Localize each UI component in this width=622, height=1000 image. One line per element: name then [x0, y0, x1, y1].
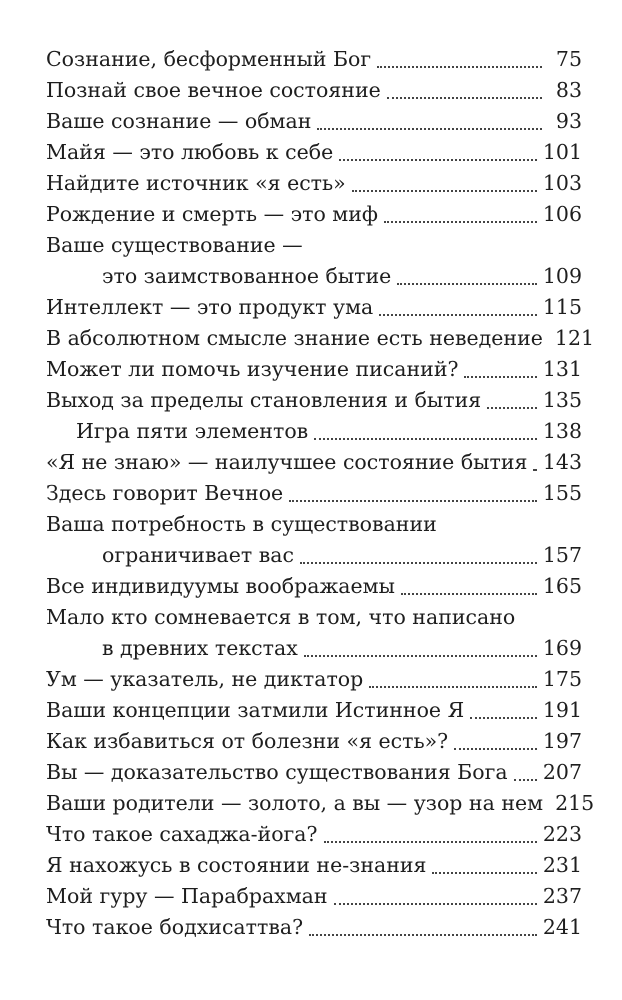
dot-leader: [470, 717, 537, 719]
dot-leader: [309, 934, 537, 936]
toc-entry-title: Вы — доказательство существования Бога: [46, 760, 508, 784]
toc-entry-page: 75: [555, 47, 582, 71]
toc-entry-page: 135: [542, 388, 582, 412]
toc-entry[interactable]: [46, 571, 582, 602]
toc-entry[interactable]: [46, 106, 582, 137]
dot-leader: [379, 314, 537, 316]
toc-entry-title: Ваша потребность в существовании: [46, 512, 437, 536]
toc-entry-page: 131: [542, 357, 582, 381]
dot-leader: [339, 159, 537, 161]
toc-entry-title: Познай свое вечное состояние: [46, 78, 381, 102]
dot-leader: [314, 438, 537, 440]
dot-leader: [397, 283, 537, 285]
toc-entry-first-line[interactable]: [46, 230, 582, 261]
toc-entry-page: 106: [542, 202, 582, 226]
toc-entry[interactable]: [46, 788, 595, 819]
toc-entry-page: 157: [542, 543, 582, 567]
toc-entry-page: 109: [542, 264, 582, 288]
toc-entry[interactable]: [46, 633, 582, 664]
toc-entry[interactable]: [46, 385, 582, 416]
toc-entry[interactable]: [46, 540, 582, 571]
toc-entry-page: 215: [555, 791, 595, 815]
toc-entry-title-continued: в древних текстах: [102, 636, 298, 660]
dot-leader: [401, 593, 537, 595]
toc-entry-page: 241: [542, 915, 582, 939]
toc-entry-page: 207: [542, 760, 582, 784]
toc-entry-page: 138: [542, 419, 582, 443]
toc-entry-title: Рождение и смерть — это миф: [46, 202, 378, 226]
toc-entry-title-continued: ограничивает вас: [102, 543, 294, 567]
toc-entry-title: Все индивидуумы воображаемы: [46, 574, 395, 598]
toc-entry-title: Как избавиться от болезни «я есть»?: [46, 729, 449, 753]
toc-entry-title: Я нахожусь в состоянии не-знания: [46, 853, 427, 877]
toc-entry-title: Игра пяти элементов: [76, 419, 309, 443]
dot-leader: [300, 562, 537, 564]
dot-leader: [289, 500, 537, 502]
toc-entry[interactable]: [46, 850, 582, 881]
toc-entry-page: 155: [542, 481, 582, 505]
toc-entry[interactable]: [46, 726, 582, 757]
toc-entry-page: 197: [542, 729, 582, 753]
toc-entry-first-line[interactable]: [46, 509, 582, 540]
toc-entry[interactable]: [46, 199, 582, 230]
table-of-contents: [46, 44, 595, 943]
dot-leader: [487, 407, 537, 409]
toc-entry[interactable]: [46, 75, 582, 106]
toc-entry-page: 115: [542, 295, 582, 319]
toc-entry-title: «Я не знаю» — наилучшее состояние бытия: [46, 450, 528, 474]
toc-entry-page: 103: [542, 171, 582, 195]
toc-entry-page: 191: [542, 698, 582, 722]
toc-entry-title: Мало кто сомневается в том, что написано: [46, 605, 516, 629]
toc-entry[interactable]: [46, 447, 582, 478]
dot-leader: [432, 872, 536, 874]
toc-entry[interactable]: [46, 44, 582, 75]
dot-leader: [454, 748, 537, 750]
dot-leader: [387, 97, 542, 99]
dot-leader: [304, 655, 537, 657]
toc-entry[interactable]: [46, 354, 582, 385]
toc-entry-page: 101: [542, 140, 582, 164]
toc-entry-page: 165: [542, 574, 582, 598]
dot-leader: [317, 128, 542, 130]
toc-entry-page: 143: [542, 450, 582, 474]
toc-entry-page: 231: [542, 853, 582, 877]
dot-leader: [464, 376, 536, 378]
toc-entry-title: Может ли помочь изучение писаний?: [46, 357, 459, 381]
toc-entry-first-line[interactable]: [46, 602, 582, 633]
dot-leader: [533, 469, 536, 471]
toc-entry-title: Что такое сахаджа-йога?: [46, 822, 318, 846]
toc-entry[interactable]: [46, 323, 595, 354]
toc-entry-title: Что такое бодхисаттва?: [46, 915, 304, 939]
toc-entry-page: 169: [542, 636, 582, 660]
toc-entry-title: В абсолютном смысле знание есть неведение: [46, 326, 543, 350]
toc-entry[interactable]: [46, 819, 582, 850]
toc-entry-title: Ваши концепции затмили Истинное Я: [46, 698, 465, 722]
toc-entry[interactable]: [46, 416, 582, 447]
toc-entry-page: 121: [554, 326, 595, 350]
toc-entry-page: 237: [542, 884, 582, 908]
toc-entry-page: 83: [555, 78, 582, 102]
toc-entry-title: Мой гуру — Парабрахман: [46, 884, 328, 908]
toc-entry-title: Ваше сознание — обман: [46, 109, 312, 133]
toc-entry[interactable]: [46, 664, 582, 695]
toc-entry-title: Сознание, бесформенный Бог: [46, 47, 372, 71]
dot-leader: [384, 221, 537, 223]
toc-entry-page: 93: [555, 109, 582, 133]
toc-entry-page: 175: [542, 667, 582, 691]
dot-leader: [369, 686, 537, 688]
toc-entry[interactable]: [46, 292, 582, 323]
toc-entry-title: Интеллект — это продукт ума: [46, 295, 374, 319]
toc-entry[interactable]: [46, 757, 582, 788]
toc-entry-title: Ум — указатель, не диктатор: [46, 667, 364, 691]
toc-entry-page: 223: [542, 822, 582, 846]
dot-leader: [352, 190, 537, 192]
dot-leader: [377, 66, 542, 68]
toc-entry[interactable]: [46, 261, 582, 292]
toc-entry[interactable]: [46, 168, 582, 199]
dot-leader: [514, 779, 537, 781]
toc-entry-title: Выход за пределы становления и бытия: [46, 388, 482, 412]
toc-entry[interactable]: [46, 137, 582, 168]
toc-entry[interactable]: [46, 912, 582, 943]
toc-entry-title: Майя — это любовь к себе: [46, 140, 334, 164]
toc-entry[interactable]: [46, 881, 582, 912]
toc-entry-title-continued: это заимствованное бытие: [102, 264, 392, 288]
toc-entry-title: Ваши родители — золото, а вы — узор на нем: [46, 791, 544, 815]
toc-entry-title: Ваше существование —: [46, 233, 303, 257]
toc-entry[interactable]: [46, 695, 582, 726]
toc-entry-title: Найдите источник «я есть»: [46, 171, 346, 195]
toc-entry-title: Здесь говорит Вечное: [46, 481, 284, 505]
toc-entry[interactable]: [46, 478, 582, 509]
dot-leader: [324, 841, 537, 843]
dot-leader: [334, 903, 537, 905]
